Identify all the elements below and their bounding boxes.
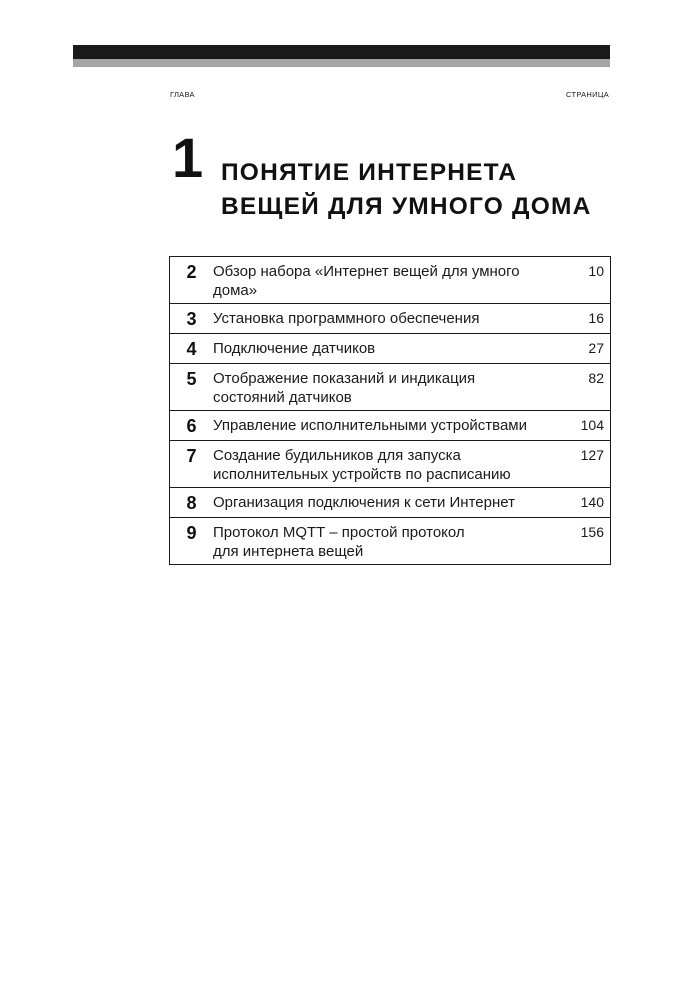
toc-title-line: Организация подключения к сети Интернет (213, 494, 515, 511)
chapter-column-label: ГЛАВА (170, 90, 195, 99)
top-decorative-bar-gray (73, 59, 610, 67)
chapter-number: 1 (172, 126, 204, 189)
toc-row[interactable] (170, 334, 610, 364)
chapter-title-line: ВЕЩЕЙ ДЛЯ УМНОГО ДОМА (221, 193, 592, 220)
toc-row[interactable] (170, 304, 610, 334)
toc-row[interactable] (170, 411, 610, 441)
page-column-label: СТРАНИЦА (565, 90, 609, 99)
toc-title-line: Установка программного обеспечения (213, 310, 480, 327)
toc-page-number: 127 (580, 447, 604, 463)
toc-chapter-title (213, 338, 564, 360)
toc-chapter-number: 4 (186, 339, 197, 359)
toc-page-number: 10 (588, 263, 604, 279)
toc-page-number: 156 (580, 524, 604, 540)
toc-chapter-number: 5 (186, 369, 197, 389)
toc-chapter-title (213, 308, 564, 330)
chapter-title (221, 156, 591, 224)
toc-chapter-title (213, 492, 564, 514)
toc-chapter-title (213, 415, 564, 437)
toc-page-number: 140 (580, 494, 604, 510)
toc-title-line: для интернета вещей (213, 543, 364, 560)
toc-chapter-number: 8 (186, 493, 197, 513)
toc-chapter-title (213, 261, 564, 300)
toc-title-line: дома» (213, 282, 258, 299)
toc-title-line: Отображение показаний и индикация (213, 370, 476, 387)
toc-chapter-number: 2 (186, 262, 197, 282)
toc-page-number: 27 (588, 340, 604, 356)
toc-chapter-number: 6 (186, 416, 197, 436)
toc-chapter-title (213, 522, 564, 561)
toc-chapter-number: 3 (186, 309, 197, 329)
toc-page-number: 16 (588, 310, 604, 326)
toc-row[interactable] (170, 441, 610, 488)
table-of-contents (169, 256, 611, 565)
toc-title-line: Подключение датчиков (213, 340, 376, 357)
chapter-title-line: ПОНЯТИЕ ИНТЕРНЕТА (221, 159, 518, 186)
toc-title-line: Управление исполнительными устройствами (213, 417, 527, 434)
toc-row[interactable] (170, 364, 610, 411)
toc-page-number: 104 (580, 417, 604, 433)
toc-chapter-number: 7 (186, 446, 197, 466)
toc-chapter-title (213, 368, 564, 407)
toc-chapter-title (213, 445, 564, 484)
toc-row[interactable] (170, 257, 610, 304)
toc-title-line: исполнительных устройств по расписанию (213, 466, 511, 483)
toc-title-line: Обзор набора «Интернет вещей для умного (213, 263, 520, 280)
toc-title-line: Создание будильников для запуска (213, 447, 461, 464)
toc-row[interactable] (170, 488, 610, 518)
top-decorative-bar (73, 45, 610, 59)
toc-title-line: состояний датчиков (213, 389, 352, 406)
toc-chapter-number: 9 (186, 523, 197, 543)
toc-page-number: 82 (588, 370, 604, 386)
toc-row[interactable] (170, 518, 610, 565)
toc-title-line: Протокол MQTT – простой протокол (213, 524, 465, 541)
